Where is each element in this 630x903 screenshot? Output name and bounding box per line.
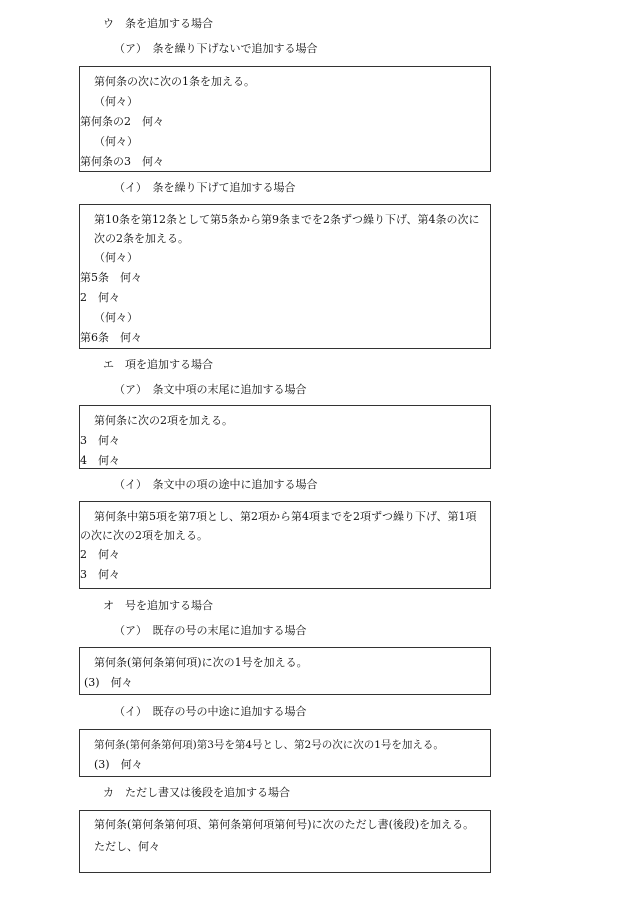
example-box-u-a — [79, 66, 491, 172]
box-line: 第何条の2 何々 — [80, 115, 164, 128]
box-line-text: 第10条を第12条として第5条から第9条までを2条ずつ繰り下げ、第4条の次に次の2条を加える。 — [94, 213, 480, 245]
box-line: （何々） — [94, 95, 138, 108]
box-line: （何々） — [94, 311, 138, 324]
section-heading-ka: カ ただし書又は後段を追加する場合 — [103, 786, 290, 799]
box-line-text: 第何条中第5項を第7項とし、第2項から第4項までを2項ずつ繰り下げ、第1項の次に次の2項を加える。 — [80, 510, 477, 542]
box-line: 3 何々 — [80, 434, 120, 447]
box-line: ただし、何々 — [94, 840, 160, 853]
box-line: 第5条 何々 — [80, 271, 142, 284]
box-line: 3 何々 — [80, 568, 120, 581]
box-line: 第何条(第何条第何項)に次の1号を加える。 — [94, 656, 308, 669]
box-line: 第何条(第何条第何項)第3号を第4号とし、第2号の次に次の1号を加える。 — [94, 739, 444, 751]
box-line: (3) 何々 — [84, 676, 133, 689]
box-line-text: 第何条(第何条第何項、第何条第何項第何号)に次のただし書(後段)を加える。 — [94, 818, 475, 831]
subheading-u-a: （ア） 条を繰り下げないで追加する場合 — [114, 42, 318, 55]
subheading-u-i: （イ） 条を繰り下げて追加する場合 — [114, 181, 296, 194]
box-line: 第何条の3 何々 — [80, 155, 164, 168]
box-line: （何々） — [94, 251, 138, 264]
box-line: 4 何々 — [80, 454, 120, 467]
example-box-ka — [79, 810, 491, 873]
box-line — [80, 816, 482, 833]
box-line: 第6条 何々 — [80, 331, 142, 344]
box-line: 第何条の次に次の1条を加える。 — [94, 75, 255, 88]
box-line: (3) 何々 — [94, 758, 143, 771]
example-box-e-i — [79, 501, 491, 589]
example-box-o-a — [79, 647, 491, 695]
example-box-o-i — [79, 729, 491, 777]
box-line: 2 何々 — [80, 548, 120, 561]
example-box-e-a — [79, 405, 491, 469]
section-heading-u: ウ 条を追加する場合 — [103, 17, 213, 30]
box-line — [80, 210, 482, 248]
section-heading-e: エ 項を追加する場合 — [103, 358, 213, 371]
box-line: （何々） — [94, 135, 138, 148]
box-line — [80, 507, 482, 545]
example-box-u-i — [79, 204, 491, 349]
subheading-o-a: （ア） 既存の号の末尾に追加する場合 — [114, 624, 307, 637]
subheading-e-i: （イ） 条文中の項の途中に追加する場合 — [114, 478, 318, 491]
subheading-o-i: （イ） 既存の号の中途に追加する場合 — [114, 705, 307, 718]
box-line: 2 何々 — [80, 291, 120, 304]
subheading-e-a: （ア） 条文中項の末尾に追加する場合 — [114, 383, 307, 396]
section-heading-o: オ 号を追加する場合 — [103, 599, 213, 612]
box-line: 第何条に次の2項を加える。 — [94, 414, 233, 427]
